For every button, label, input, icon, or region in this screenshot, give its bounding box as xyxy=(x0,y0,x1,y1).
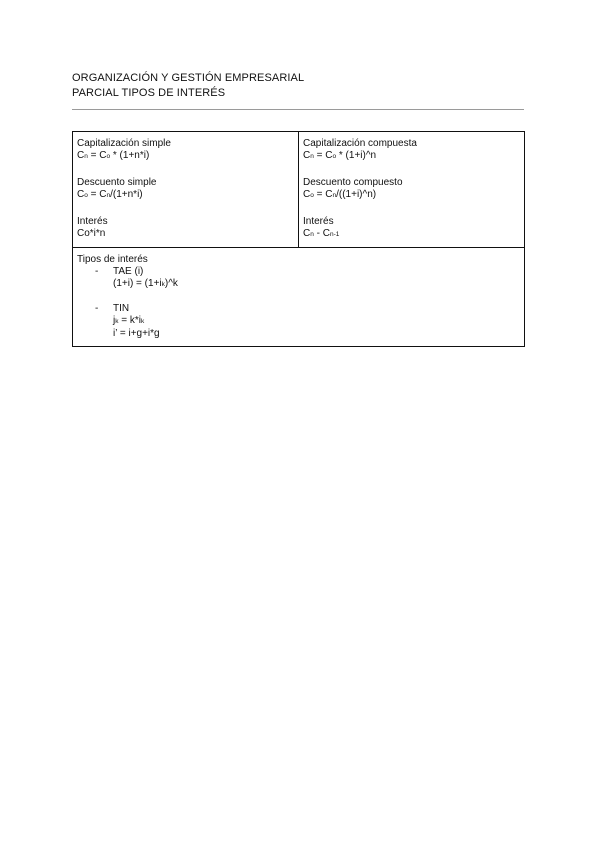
simple-interest-cell xyxy=(73,132,299,248)
capitalizacion-compuesta-title: Capitalización compuesta xyxy=(303,138,417,149)
tin-formula: jk = k*ik xyxy=(113,315,145,326)
interes-compuesto-block xyxy=(303,216,520,241)
interes-simple-formula: Co*i*n xyxy=(77,228,106,239)
exam-subtitle: PARCIAL TIPOS DE INTERÉS xyxy=(72,87,226,99)
list-item-tae xyxy=(77,266,520,291)
course-title: ORGANIZACIÓN Y GESTIÓN EMPRESARIAL xyxy=(72,72,305,84)
interes-simple-title: Interés xyxy=(77,216,108,227)
interest-types-cell xyxy=(73,248,525,347)
tae-label: TAE (i) xyxy=(113,266,144,277)
capitalizacion-compuesta-formula: Cn = Co * (1+i)^n xyxy=(303,150,377,161)
capitalizacion-compuesta-block xyxy=(303,138,520,163)
list-dash: - xyxy=(95,303,99,314)
list-item-tin xyxy=(77,303,520,340)
interes-compuesto-title: Interés xyxy=(303,216,334,227)
list-dash: - xyxy=(95,266,99,277)
tin-label: TIN xyxy=(113,303,130,314)
tae-formula: (1+i) = (1+ik)^k xyxy=(113,278,178,289)
descuento-compuesto-block xyxy=(303,177,520,202)
table-row xyxy=(73,248,525,347)
compound-interest-cell xyxy=(299,132,525,248)
interes-compuesto-formula: Cn - Cn-1 xyxy=(303,228,340,239)
table-row xyxy=(73,132,525,248)
descuento-compuesto-title: Descuento compuesto xyxy=(303,177,403,188)
descuento-simple-title: Descuento simple xyxy=(77,177,157,188)
tin-formula-2: i’ = i+g+i*g xyxy=(113,328,160,339)
document-header xyxy=(72,71,304,101)
interest-types-title: Tipos de interés xyxy=(77,254,148,265)
interes-simple-block xyxy=(77,216,294,240)
descuento-compuesto-formula: Co = Cn/((1+i)^n) xyxy=(303,189,377,200)
capitalizacion-simple-formula: Cn = Co * (1+n*i) xyxy=(77,150,150,161)
capitalizacion-simple-block xyxy=(77,138,294,163)
descuento-simple-formula: Co = Cn/(1+n*i) xyxy=(77,189,143,200)
descuento-simple-block xyxy=(77,177,294,202)
formula-table xyxy=(72,131,525,347)
header-divider xyxy=(72,109,524,110)
capitalizacion-simple-title: Capitalización simple xyxy=(77,138,171,149)
